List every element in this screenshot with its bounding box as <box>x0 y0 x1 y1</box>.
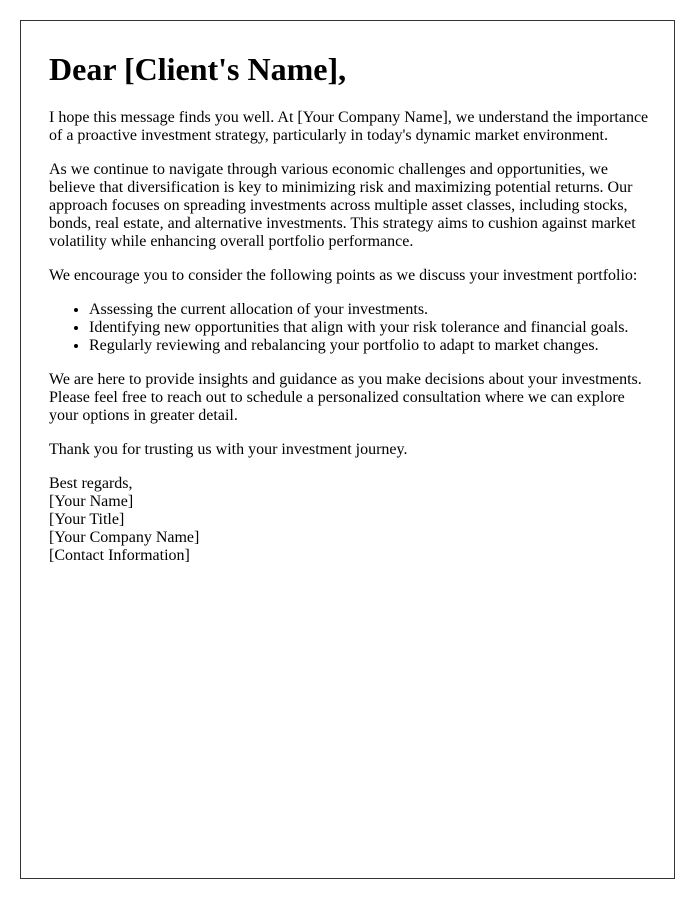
letter-body <box>49 51 649 565</box>
letter-container <box>20 20 675 879</box>
letter-greeting: Dear [Client's Name], <box>49 51 347 87</box>
signature-contact: [Contact Information] <box>49 547 190 564</box>
list-item: • Identifying new opportunities that align with your risk tolerance and financial goals. <box>89 319 649 337</box>
signature-company: [Your Company Name] <box>49 529 200 546</box>
list-item: • Regularly reviewing and rebalancing your portfolio to adapt to market changes. <box>89 337 649 355</box>
support-paragraph: We are here to provide insights and guidance as you make decisions about your investments. Please feel free to reach out to schedule a personalized consultation where we can explore your options in greater detail. <box>49 371 642 424</box>
thanks-paragraph: Thank you for trusting us with your investment journey. <box>49 441 408 458</box>
signature-title: [Your Title] <box>49 511 125 528</box>
list-item: • Assessing the current allocation of your investments. <box>89 301 649 319</box>
intro-paragraph: I hope this message finds you well. At [Your Company Name], we understand the importance of a proactive investment strategy, particularly in today's dynamic market environment. <box>49 109 649 144</box>
signature-closing: Best regards, <box>49 475 133 492</box>
signature-name: [Your Name] <box>49 493 134 510</box>
signature-block <box>49 475 649 565</box>
diversification-paragraph: As we continue to navigate through various economic challenges and opportunities, we believe that diversification is key to minimizing risk and maximizing potential returns. Our approach focuses on spreading investments across multiple asset classes, including stocks, bonds, real estate, and alternative investments. This strategy aims to cushion against market volatility while enhancing overall portfolio performance. <box>49 161 636 250</box>
considerations-list <box>49 301 649 355</box>
points-intro-paragraph: We encourage you to consider the following points as we discuss your investment portfolio: <box>49 267 638 284</box>
